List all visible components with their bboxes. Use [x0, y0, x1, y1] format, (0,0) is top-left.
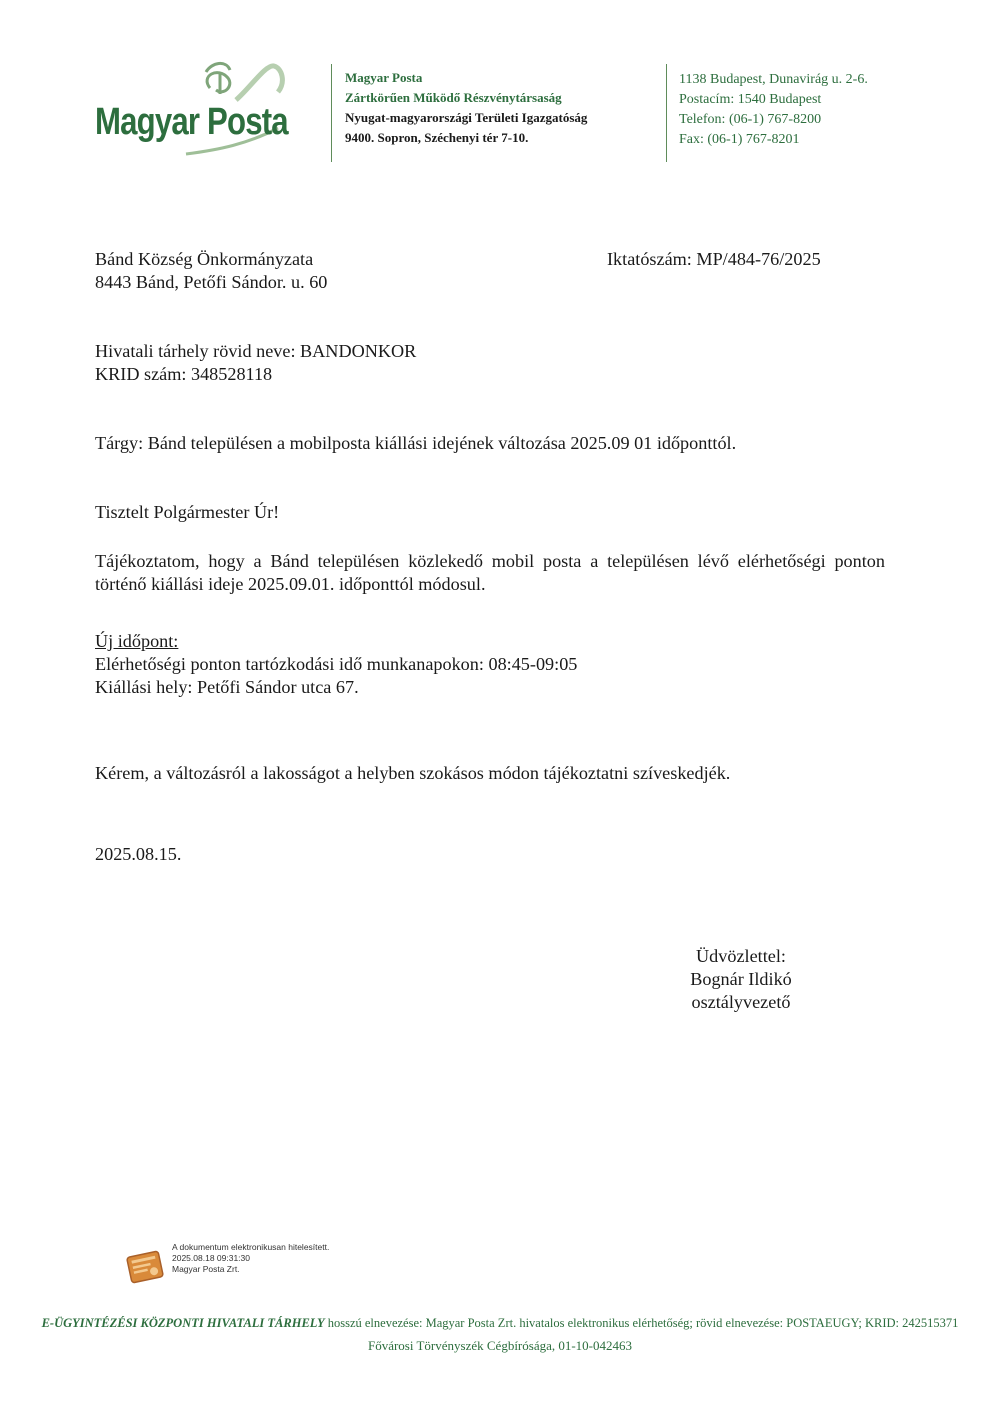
body-paragraph: Tájékoztatom, hogy a Bánd településen közlekedő mobil posta a településen lévő elérhetőségi ponton történő kiállási ideje 2025.09.01. időponttól módosul. — [95, 551, 885, 594]
authentication-note — [172, 1242, 329, 1275]
company-address: 9400. Sopron, Széchenyi tér 7-10. — [345, 130, 529, 145]
header-divider — [331, 64, 332, 162]
company-form: Zártkörűen Működő Részvénytársaság — [345, 90, 562, 105]
new-time-heading: Új időpont: — [95, 631, 179, 651]
contact-fax: Fax: (06-1) 767-8201 — [679, 132, 800, 147]
contact-postal: Postacím: 1540 Budapest — [679, 92, 822, 107]
certificate-icon — [124, 1248, 166, 1286]
request-paragraph: Kérem, a változásról a lakosságot a helyben szokásos módon tájékoztatni szíveskedjék. — [95, 763, 731, 783]
footer-storage-title: E-ÜGYINTÉZÉSI KÖZPONTI HIVATALI TÁRHELY — [41, 1316, 325, 1330]
auth-issuer: Magyar Posta Zrt. — [172, 1264, 240, 1274]
footer-storage-details: hosszú elnevezése: Magyar Posta Zrt. hivatalos elektronikus elérhetőség; rövid elnevezése: POSTAEUGY; KRID: 242515371 — [324, 1316, 959, 1330]
signature-title: osztályvezető — [691, 992, 791, 1012]
portal-block — [95, 340, 416, 386]
company-info — [345, 68, 587, 148]
recipient-block — [95, 248, 327, 294]
contact-info — [679, 70, 868, 150]
subject-line: Tárgy: Bánd településen a mobilposta kiállási idejének változása 2025.09 01 időponttól. — [95, 433, 737, 453]
company-department: Nyugat-magyarországi Területi Igazgatóság — [345, 110, 588, 125]
auth-timestamp: 2025.08.18 09:31:30 — [172, 1253, 250, 1263]
location: Kiállási hely: Petőfi Sándor utca 67. — [95, 677, 359, 697]
krid-number: KRID szám: 348528118 — [95, 364, 273, 384]
company-name: Magyar Posta — [345, 70, 423, 85]
storage-name: Hivatali tárhely rövid neve: BANDONKOR — [95, 341, 417, 361]
contact-address: 1138 Budapest, Dunavirág u. 2-6. — [679, 72, 868, 87]
contact-phone: Telefon: (06-1) 767-8200 — [679, 112, 822, 127]
footer-court: Fővárosi Törvényszék Cégbírósága, 01-10-042463 — [367, 1338, 633, 1353]
header-divider — [666, 64, 667, 162]
letter-date: 2025.08.15. — [95, 844, 182, 864]
salutation: Tisztelt Polgármester Úr! — [95, 502, 280, 522]
signature-greeting: Üdvözlettel: — [696, 946, 786, 966]
stay-time: Elérhetőségi ponton tartózkodási idő munkanapokon: 08:45-09:05 — [95, 654, 578, 674]
logo-text: Magyar Posta — [95, 101, 288, 143]
signature-name: Bognár Ildikó — [690, 969, 792, 989]
reference-number: Iktatószám: MP/484-76/2025 — [607, 249, 821, 269]
new-time-block — [95, 630, 577, 699]
recipient-name: Bánd Község Önkormányzata — [95, 249, 314, 269]
auth-line: A dokumentum elektronikusan hitelesített. — [172, 1242, 330, 1252]
footer-storage-info — [0, 1316, 1000, 1331]
signature-block — [678, 945, 804, 1014]
recipient-address: 8443 Bánd, Petőfi Sándor. u. 60 — [95, 272, 328, 292]
